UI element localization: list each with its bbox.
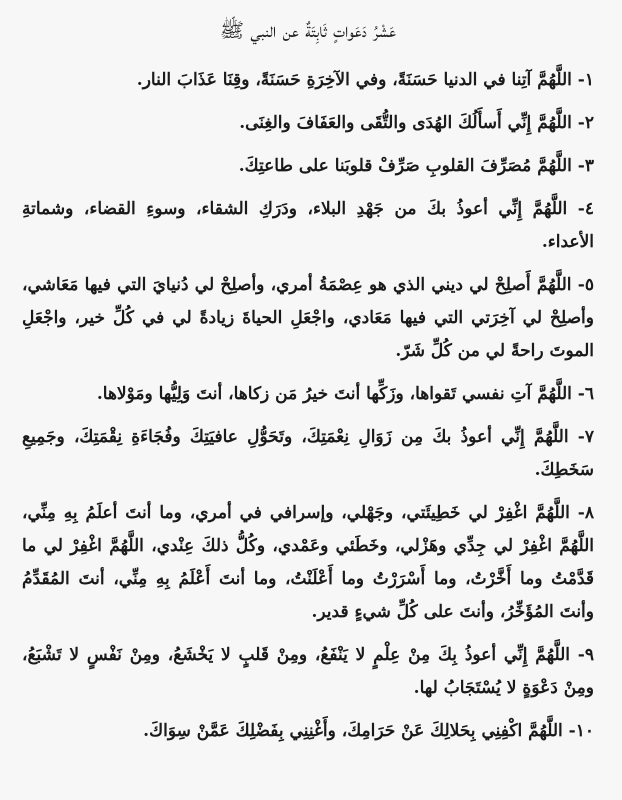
dua-item-10: ١٠- اللَّهُمَّ اكْفِنِي بِحَلالِكَ عَنْ حَرَامِكَ، وأَغْنِنِي بِفَضْلِكَ عَمَّنْ سِوَاكَ. xyxy=(143,721,594,741)
dua-item-2: ٢- اللَّهُمَّ إِنِّي أَسأَلُكَ الهُدَى والتُّقَى والعَفَافَ والغِنَى. xyxy=(239,113,594,133)
document-title: عَشْرُ دَعَواتٍ ثَابِتَةٌ عن النبي ﷺ xyxy=(219,18,397,42)
dua-item-1: ١- اللَّهُمَّ آتِنا في الدنيا حَسَنَةً، وفي الآخِرَةِ حَسَنَةً، وقِنَا عَذَابَ النار. xyxy=(136,70,594,90)
dua-item-4: ٤- اللَّهُمَّ إِنِّي أعوذُ بكَ من جَهْدِ البلاء، ودَرَكِ الشقاء، وسوءِ القضاء، وشماتةِ الأعداء. xyxy=(22,199,594,252)
dua-list xyxy=(22,64,594,748)
dua-item-8: ٨- اللَّهُمَّ اغْفِرْ لي خَطِيئَتي، وجَهْلي، وإسرافي في أمري، وما أنتَ أعلَمُ بِهِ مِنِّي، اللَّهُمَّ اغْفِرْ لي جِدِّي وهَزْلي، وخَطَئي وعَمْدي، وكُلُّ ذلكَ عِنْدي، اللَّهُمَّ اغْفِرْ لي ما قَدَّمْتُ وما أَخَّرْتُ، وما أَسْرَرْتُ وما أَعْلَنْتُ، وما أنتَ أَعْلَمُ بِهِ مِنِّي، أنتَ المُقَدِّمُ وأنتَ المُؤَخِّرُ، وأنتَ على كُلِّ شيءٍ قدير. xyxy=(22,503,594,622)
dua-item-7: ٧- اللَّهُمَّ إِنِّي أعوذُ بكَ مِن زَوَالِ نِعْمَتِكَ، وتَحَوُّلِ عافيَتِكَ وفُجَاءَةِ نِقْمَتِكَ، وجَمِيعِ سَخَطِكَ. xyxy=(22,427,594,480)
dua-item-9: ٩- اللَّهُمَّ إِنِّي أعوذُ بِكَ مِنْ عِلْمٍ لا يَنْفَعُ، ومِنْ قَلبٍ لا يَخْشَعُ، ومِنْ نَفْسٍ لا تَشْبَعُ، ومِنْ دَعْوَةٍ لا يُسْتَجَابُ لها. xyxy=(22,645,594,698)
dua-item-3: ٣- اللَّهُمَّ مُصَرِّفَ القلوبِ صَرِّفْ قلوبَنا على طاعتِكَ. xyxy=(238,156,594,176)
dua-item-6: ٦- اللَّهُمَّ آتِ نفسي تَقواها، وزَكِّها أنتَ خيرُ مَن زكاها، أنتَ وَلِيُّها ومَوْلاها. xyxy=(96,384,594,404)
dua-item-5: ٥- اللَّهُمَّ أَصلِحْ لي ديني الذي هو عِصْمَةُ أمري، وأصلِحْ لي دُنيايَ التي فيها مَعَاشي، وأصلِحْ لي آخِرَتي التي فيها مَعَادي، واجْعَلِ الحياةَ زيادةً لي في كُلِّ خير، واجْعَلِ الموتَ راحةً لي من كُلِّ شَرّ. xyxy=(22,275,594,361)
